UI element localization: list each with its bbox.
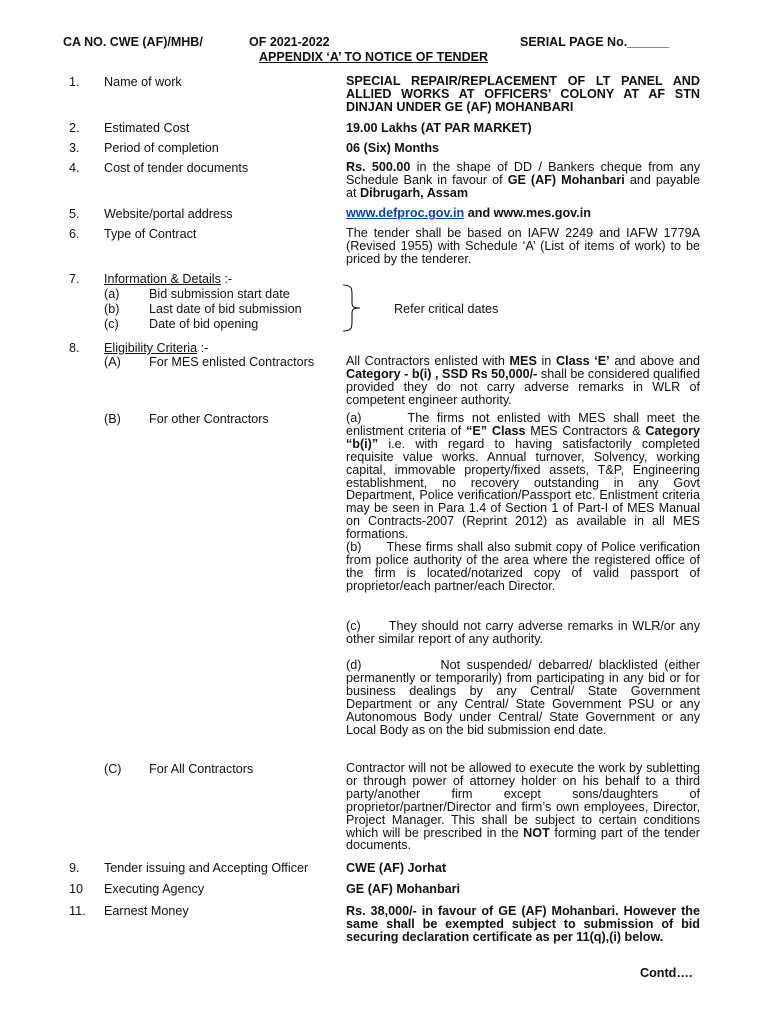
value-mes-enlisted	[346, 355, 700, 407]
item-number: 3.	[69, 141, 80, 155]
item-number: 10	[69, 882, 84, 896]
text-seg-bold: Class ‘E’	[555, 354, 610, 368]
para-b-d: (d) Not suspended/ debarred/ blacklisted (either permanently or temporarily) from participating in any bid or for business dealings by any Central/ State Government Department or any Central/ State Government PSU or any Autonomous Body under Central/ State Government or any Local Body as on the bid submission end date.	[346, 658, 700, 737]
sub-bid-start: Bid submission start date	[149, 287, 290, 301]
item-number: 5.	[69, 207, 80, 221]
item-label-eligibility-criteria	[104, 341, 208, 355]
serial-page-number: SERIAL PAGE No.______	[520, 35, 669, 49]
item-number: 11.	[69, 904, 86, 918]
para-b-c: (c) They should not carry adverse remarks in WLR/or any other similar report of any authority.	[346, 619, 700, 646]
item-value-earnest-money: Rs. 38,000/- in favour of GE (AF) Mohanbari. However the same shall be exempted subject to submission of bid securing declaration certificate as per 11(q),(i) below.	[346, 904, 700, 944]
text-seg: All Contractors enlisted with	[346, 354, 510, 368]
item-label-period-of-completion: Period of completion	[104, 141, 219, 155]
continued-marker: Contd….	[640, 966, 693, 980]
item-value-estimated-cost: 19.00 Lakhs (AT PAR MARKET)	[346, 121, 532, 135]
item-label-cost-of-tender-documents: Cost of tender documents	[104, 161, 249, 175]
item-label-name-of-work: Name of work	[104, 75, 182, 89]
tender-doc-place: Dibrugarh, Assam	[360, 185, 469, 200]
value-all-contractors: Contractor will not be allowed to execute the work by subletting or through power of attorney holder on his behalf to a third party/another firm except sons/daughters of proprietor/partner/Director and firm’s own employees, Director, Project Manager. This shall be subject to certain conditions which will be prescribed in the NOT forming part of the tender documents.	[346, 761, 700, 853]
refer-critical-dates: Refer critical dates	[394, 302, 499, 316]
text-seg: in	[536, 354, 556, 368]
item-value-tender-officer: CWE (AF) Jorhat	[346, 861, 447, 875]
sub-letter: (A)	[104, 355, 121, 369]
ca-number: CA NO. CWE (AF)/MHB/	[63, 35, 203, 49]
appendix-title: APPENDIX ‘A’ TO NOTICE OF TENDER	[259, 50, 488, 64]
info-details-heading: Information & Details	[104, 272, 221, 286]
item-value-name-of-work: SPECIAL REPAIR/REPLACEMENT OF LT PANEL AND ALLIED WORKS AT OFFICERS’ COLONY AT AF STN DINJAN UNDER GE (AF) MOHANBARI	[346, 74, 700, 114]
tender-doc-fee: Rs. 500.00	[346, 160, 411, 174]
text-seg: and above and	[609, 354, 700, 368]
contract-year: OF 2021-2022	[249, 35, 330, 49]
item-label-website: Website/portal address	[104, 207, 233, 221]
curly-brace	[338, 283, 364, 333]
eligibility-heading: Eligibility Criteria	[104, 341, 198, 355]
item-label-information-details	[104, 272, 232, 286]
item-label-type-of-contract: Type of Contract	[104, 227, 197, 241]
sub-bid-opening: Date of bid opening	[149, 317, 259, 331]
item-number: 9.	[69, 861, 80, 875]
item-number: 4.	[69, 161, 80, 175]
tender-doc-text: in the shape of DD / Bankers cheque from any Schedule Bank in favour of	[346, 160, 701, 187]
text-seg-bold: MES	[509, 354, 537, 368]
item-number: 8.	[69, 341, 80, 355]
item-label-estimated-cost: Estimated Cost	[104, 121, 190, 135]
sub-letter: (a)	[104, 287, 120, 301]
sub-letter: (b)	[104, 302, 120, 316]
item-number: 1.	[69, 75, 80, 89]
eligibility-suffix: :-	[197, 341, 209, 355]
mes-website-text: and www.mes.gov.in	[464, 206, 591, 220]
label-all-contractors: For All Contractors	[149, 762, 254, 776]
item-value-cost-of-tender-documents	[346, 161, 700, 200]
sub-letter: (c)	[104, 317, 119, 331]
item-value-period-of-completion: 06 (Six) Months	[346, 141, 440, 155]
item-number: 2.	[69, 121, 80, 135]
item-value-executing-agency: GE (AF) Mohanbari	[346, 882, 461, 896]
para-b-a: (a) The firms not enlisted with MES shall meet the enlistment criteria of “E” Class MES Contractors & Category “b(i)” i.e. with regard to having satisfactorily completed requisite value works. Annual turnover, Solvency, working capital, immovable property/fixed assets, T&P, Engineering establishment, no recovery outstanding in any Govt Department, Police verification/Passport etc. Enlistment criteria may be seen in Para 1.4 of Section 1 of Part-I of MES Manual on Contracts-2007 (Reprint 2012) as available in all MES formations.	[346, 411, 700, 542]
text-seg-bold: Category - b(i) , SSD Rs 50,000/-	[346, 366, 538, 381]
tender-doc-text: and payable at	[346, 172, 700, 200]
item-number: 7.	[69, 272, 80, 286]
defproc-link[interactable]: www.defproc.gov.in	[346, 206, 465, 220]
item-value-type-of-contract: The tender shall be based on IAFW 2249 and IAFW 1779A (Revised 1955) with Schedule ‘A’ (List of items of work) to be priced by the tenderer.	[346, 226, 700, 266]
item-label-earnest-money: Earnest Money	[104, 904, 189, 918]
label-mes-enlisted: For MES enlisted Contractors	[149, 355, 315, 369]
text-seg: shall be considered qualified provided they do not carry adverse remarks in WLR of competent engineer authority.	[346, 366, 700, 407]
sub-letter: (B)	[104, 412, 121, 426]
sub-letter: (C)	[104, 762, 122, 776]
item-label-executing-agency: Executing Agency	[104, 882, 205, 896]
label-other-contractors: For other Contractors	[149, 412, 269, 426]
item-value-website	[346, 207, 700, 220]
tender-doc-payee: GE (AF) Mohanbari	[507, 172, 625, 187]
value-other-contractors	[346, 412, 700, 593]
info-details-suffix: :-	[220, 272, 233, 286]
item-label-tender-officer: Tender issuing and Accepting Officer	[104, 861, 309, 875]
para-b-b: (b) These firms shall also submit copy of Police verification from police authority of the area where the registered office of the firm is located/notarized copy of valid passport of proprietor/each partner/each Director.	[346, 540, 700, 593]
sub-bid-last-date: Last date of bid submission	[149, 302, 302, 316]
item-number: 6.	[69, 227, 80, 241]
